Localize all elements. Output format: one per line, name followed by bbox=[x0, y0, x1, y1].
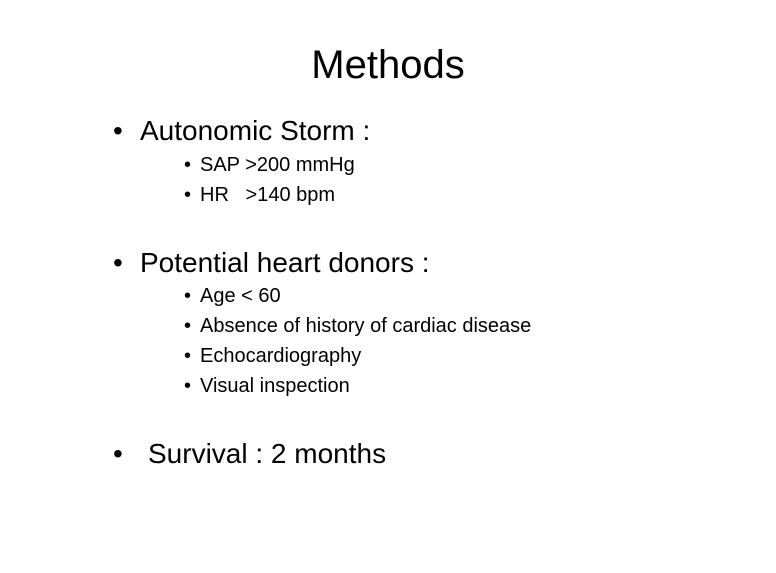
sub-bullet-text: HR >140 bpm bbox=[200, 184, 336, 206]
bullet-icon: • bbox=[184, 345, 192, 367]
bullet-icon: • bbox=[113, 115, 123, 146]
bullet-icon: • bbox=[184, 315, 192, 337]
sub-bullet-text: Absence of history of cardiac disease bbox=[200, 315, 532, 337]
bullet-icon: • bbox=[184, 184, 192, 206]
bullet-heading: Survival : 2 months bbox=[148, 438, 387, 469]
bullet-icon: • bbox=[113, 438, 123, 469]
bullet-icon: • bbox=[184, 154, 192, 176]
sub-bullet-text: Visual inspection bbox=[200, 375, 350, 397]
bullet-icon: • bbox=[184, 375, 192, 397]
sub-bullet-text: Age < 60 bbox=[200, 285, 281, 307]
bullet-heading: Autonomic Storm : bbox=[140, 115, 371, 146]
sub-bullet-text: SAP >200 mmHg bbox=[200, 154, 355, 176]
bullet-icon: • bbox=[113, 247, 123, 278]
sub-bullet-text: Echocardiography bbox=[200, 345, 362, 367]
slide-title: Methods bbox=[311, 43, 465, 87]
bullet-icon: • bbox=[184, 285, 192, 307]
bullet-heading: Potential heart donors : bbox=[140, 247, 430, 278]
bullet-survival bbox=[113, 437, 387, 573]
